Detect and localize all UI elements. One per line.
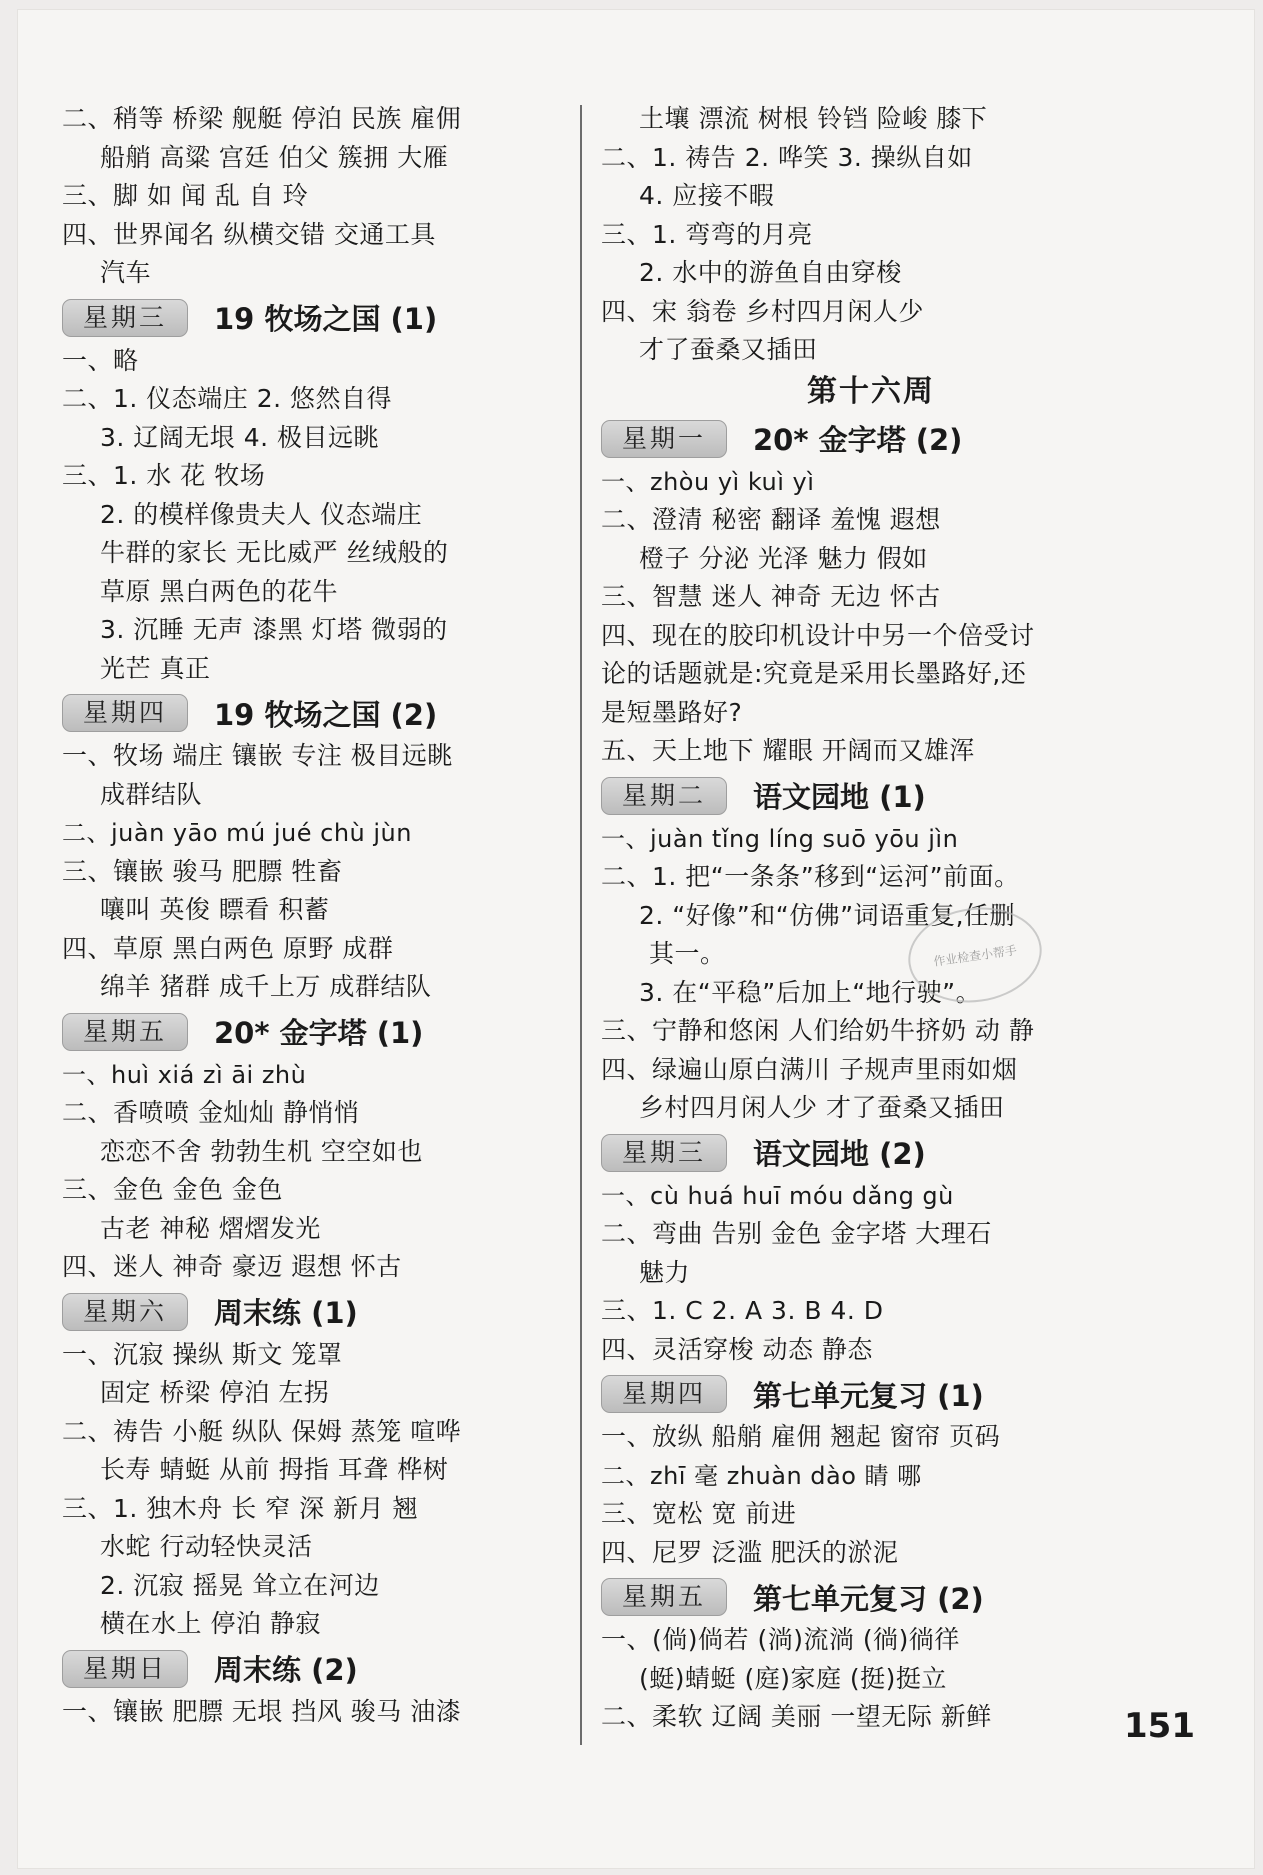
answer-line: 2. 沉寂 摇晃 耸立在河边	[100, 1570, 380, 1600]
day-header	[62, 690, 572, 736]
answer-line: 2. 的模样像贵夫人 仪态端庄	[100, 499, 423, 529]
answer-line: 恋恋不舍 勃勃生机 空空如也	[100, 1136, 423, 1166]
answer-line: 三、1. C 2. A 3. B 4. D	[601, 1296, 884, 1325]
answer-line: 论的话题就是:究竟是采用长墨路好,还	[601, 659, 1027, 688]
lesson-title: 20* 金字塔 (1)	[214, 1016, 424, 1050]
answer-line: 一、juàn tǐng líng suō yōu jìn	[601, 824, 959, 853]
answer-line: 一、牧场 端庄 镶嵌 专注 极目远眺	[62, 741, 453, 770]
answer-line: 是短墨路好?	[601, 697, 743, 727]
answer-line: 一、cù huá huī móu dǎng gù	[601, 1181, 954, 1210]
answer-line: 2. “好像”和“仿佛”词语重复,任删	[639, 900, 1016, 930]
answer-line: 一、镶嵌 肥膘 无垠 挡风 骏马 油漆	[62, 1696, 462, 1726]
answer-line: 嚷叫 英俊 瞟看 积蓄	[100, 895, 330, 924]
left-column	[62, 100, 572, 1731]
answer-line: 五、天上地下 耀眼 开阔而又雄浑	[601, 736, 975, 765]
day-badge: 星期三	[601, 1134, 727, 1172]
answer-line: 3. 沉睡 无声 漆黑 灯塔 微弱的	[100, 615, 448, 644]
answer-line: 4. 应接不暇	[639, 181, 775, 210]
day-header	[601, 1371, 1141, 1417]
day-badge: 星期五	[601, 1578, 727, 1616]
answer-line: 汽车	[100, 258, 152, 287]
answer-line: 四、草原 黑白两色 原野 成群	[62, 933, 394, 963]
answer-line: 一、zhòu yì kuì yì	[601, 467, 815, 496]
lesson-title: 第七单元复习 (2)	[753, 1581, 984, 1616]
answer-line: 四、绿遍山原白满川 子规声里雨如烟	[601, 1054, 1018, 1084]
answer-line: 四、尼罗 泛滥 肥沃的淤泥	[601, 1537, 899, 1567]
answer-line: 橙子 分泌 光泽 魅力 假如	[639, 543, 928, 573]
answer-line: 三、1. 水 花 牧场	[62, 461, 266, 490]
answer-line: 古老 神秘 熠熠发光	[100, 1213, 321, 1243]
answer-line: 一、略	[62, 345, 139, 375]
answer-line: 四、世界闻名 纵横交错 交通工具	[62, 219, 436, 249]
answer-line: 二、柔软 辽阔 美丽 一望无际 新鲜	[601, 1702, 992, 1731]
answer-line: 一、放纵 船艄 雇佣 翘起 窗帘 页码	[601, 1422, 1001, 1451]
day-header	[62, 1009, 572, 1055]
day-header	[601, 773, 1141, 819]
answer-line: 魅力	[639, 1257, 691, 1287]
day-header	[62, 295, 572, 341]
answer-line: 乡村四月闲人少 才了蚕桑又插田	[639, 1093, 1005, 1122]
answer-line: 其一。	[649, 939, 726, 968]
answer-line: 三、金色 金色 金色	[62, 1175, 283, 1204]
day-badge: 星期五	[62, 1013, 188, 1051]
lesson-title: 语文园地 (2)	[753, 1137, 926, 1171]
answer-line: 二、澄清 秘密 翻译 羞愧 遐想	[601, 505, 941, 534]
answer-line: 一、(倘)倘若 (淌)流淌 (徜)徜徉	[601, 1625, 960, 1654]
day-header	[601, 1574, 1141, 1620]
answer-line: 二、弯曲 告别 金色 金字塔 大理石	[601, 1219, 992, 1248]
lesson-title: 周末练 (1)	[214, 1296, 358, 1330]
answer-page	[18, 10, 1254, 1868]
answer-line: 二、1. 仪态端庄 2. 悠然自得	[62, 384, 393, 413]
day-badge: 星期日	[62, 1650, 188, 1688]
answer-line: 成群结队	[100, 779, 203, 809]
answer-line: 二、1. 祷告 2. 哗笑 3. 操纵自如	[601, 142, 973, 172]
answer-line: 固定 桥梁 停泊 左拐	[100, 1378, 330, 1407]
answer-line: 三、1. 弯弯的月亮	[601, 219, 813, 249]
day-badge: 星期四	[601, 1375, 727, 1413]
answer-line: 三、宽松 宽 前进	[601, 1499, 797, 1528]
column-divider	[580, 105, 582, 1745]
answer-line: 才了蚕桑又插田	[639, 335, 818, 364]
answer-line: 四、现在的胶印机设计中另一个倍受讨	[601, 620, 1035, 650]
answer-line: 四、迷人 神奇 豪迈 遐想 怀古	[62, 1252, 402, 1281]
lesson-title: 语文园地 (1)	[753, 780, 926, 814]
day-header	[601, 1130, 1141, 1176]
answer-line: 三、宁静和悠闲 人们给奶牛挤奶 动 静	[601, 1016, 1035, 1045]
answer-line: 二、zhī 毫 zhuàn dào 睛 哪	[601, 1461, 922, 1490]
answer-line: 三、1. 独木舟 长 窄 深 新月 翘	[62, 1493, 419, 1523]
answer-line: 横在水上 停泊 静寂	[100, 1609, 321, 1638]
day-badge: 星期二	[601, 777, 727, 815]
answer-line: 土壤 漂流 树根 铃铛 险峻 膝下	[639, 104, 988, 133]
answer-line: 二、1. 把“一条条”移到“运河”前面。	[601, 862, 1020, 891]
day-header	[62, 1646, 572, 1692]
lesson-title: 20* 金字塔 (2)	[753, 423, 963, 457]
day-header	[62, 1289, 572, 1335]
answer-line: 二、香喷喷 金灿灿 静悄悄	[62, 1098, 360, 1127]
answer-line: 三、智慧 迷人 神奇 无边 怀古	[601, 582, 941, 611]
lesson-title: 19 牧场之国 (2)	[214, 697, 438, 732]
answer-line: 水蛇 行动轻快灵活	[100, 1532, 313, 1561]
answer-line: 3. 辽阔无垠 4. 极目远眺	[100, 422, 380, 452]
answer-line: 二、juàn yāo mú jué chù jùn	[62, 819, 412, 847]
answer-line: 光芒 真正	[100, 653, 211, 683]
day-badge: 星期三	[62, 299, 188, 337]
answer-line: 2. 水中的游鱼自由穿梭	[639, 258, 902, 287]
day-badge: 星期四	[62, 694, 188, 732]
answer-line: 二、稍等 桥梁 舰艇 停泊 民族 雇佣	[62, 104, 462, 133]
answer-line: 四、灵活穿梭 动态 静态	[601, 1334, 873, 1364]
answer-line: 三、脚 如 闻 乱 自 玲	[62, 181, 309, 210]
answer-line: 二、祷告 小艇 纵队 保姆 蒸笼 喧哗	[62, 1416, 462, 1446]
week-title: 第十六周	[807, 373, 935, 409]
day-badge: 星期六	[62, 1293, 188, 1331]
answer-line: 绵羊 猪群 成千上万 成群结队	[100, 972, 432, 1001]
page-number: 151	[1124, 1706, 1195, 1746]
answer-line: 草原 黑白两色的花牛	[100, 576, 338, 606]
answer-line: 一、huì xiá zì āi zhù	[62, 1060, 307, 1089]
lesson-title: 19 牧场之国 (1)	[214, 302, 438, 336]
check-stamp: 作业检查小帮手	[902, 899, 1048, 1011]
answer-line: 一、沉寂 操纵 斯文 笼罩	[62, 1339, 343, 1369]
day-badge: 星期一	[601, 420, 727, 458]
answer-line: 四、宋 翁卷 乡村四月闲人少	[601, 296, 924, 326]
answer-line: 牛群的家长 无比威严 丝绒般的	[100, 538, 449, 567]
answer-line: 三、镶嵌 骏马 肥膘 牲畜	[62, 856, 343, 886]
answer-line: 长寿 蜻蜓 从前 拇指 耳聋 桦树	[100, 1455, 449, 1484]
answer-line: (蜓)蜻蜓 (庭)家庭 (挺)挺立	[639, 1663, 947, 1693]
lesson-title: 第七单元复习 (1)	[753, 1378, 984, 1413]
answer-line: 3. 在“平稳”后加上“地行驶”。	[639, 977, 982, 1007]
answer-line: 船艄 高粱 宫廷 伯父 簇拥 大雁	[100, 142, 449, 172]
right-column	[601, 100, 1141, 1737]
day-header	[601, 416, 1141, 462]
lesson-title: 周末练 (2)	[214, 1653, 358, 1687]
